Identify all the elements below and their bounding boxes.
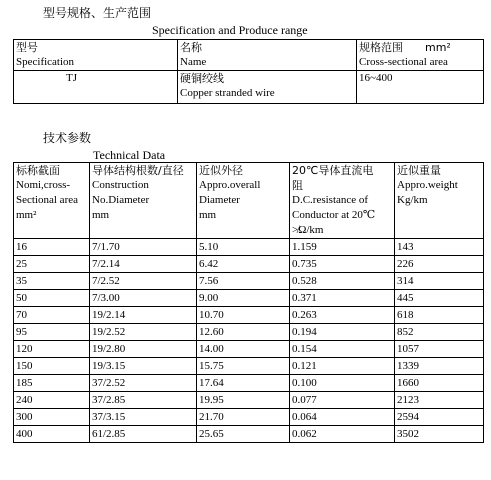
tech-header-construction-l0: 导体结构根数/直径 xyxy=(92,164,184,177)
cell-area: 70 xyxy=(14,307,90,324)
table-row xyxy=(14,341,484,358)
tech-header-resistance-l2: D.C.resistance of xyxy=(292,194,369,206)
cell-diameter: 10.70 xyxy=(197,307,290,324)
spec-title-cn: 型号规格、生产范围 xyxy=(43,6,152,20)
cell-weight: 2594 xyxy=(395,409,484,426)
spec-header-range-unit: mm² xyxy=(425,41,451,54)
tech-header-area-l0: 标称截面 xyxy=(16,164,60,177)
cell-resistance: 0.263 xyxy=(290,307,395,324)
cell-diameter: 6.42 xyxy=(197,256,290,273)
cell-construction: 7/2.52 xyxy=(90,273,197,290)
cell-diameter: 7.56 xyxy=(197,273,290,290)
cell-area: 400 xyxy=(14,426,90,443)
tech-header-diameter xyxy=(197,163,290,239)
tech-header-area-l3: mm² xyxy=(16,209,37,221)
cell-area: 25 xyxy=(14,256,90,273)
tech-header-area-l2: Sectional area xyxy=(16,194,78,206)
cell-diameter: 9.00 xyxy=(197,290,290,307)
cell-construction: 7/3.00 xyxy=(90,290,197,307)
spec-header-range-cn-text: 规格范围 xyxy=(359,41,403,54)
cell-weight: 1660 xyxy=(395,375,484,392)
table-row xyxy=(14,273,484,290)
spec-range-cell xyxy=(357,71,484,104)
tech-header-diameter-l0: 近似外径 xyxy=(199,164,243,177)
cell-construction: 19/3.15 xyxy=(90,358,197,375)
cell-construction: 19/2.14 xyxy=(90,307,197,324)
spec-header-name-cn: 名称 xyxy=(180,41,202,54)
cell-weight: 3502 xyxy=(395,426,484,443)
tech-header-weight-l2: Kg/km xyxy=(397,194,428,206)
cell-resistance: 0.077 xyxy=(290,392,395,409)
cell-construction: 37/2.85 xyxy=(90,392,197,409)
cell-construction: 61/2.85 xyxy=(90,426,197,443)
spec-header-range xyxy=(357,40,484,71)
cell-weight: 314 xyxy=(395,273,484,290)
cell-diameter: 17.64 xyxy=(197,375,290,392)
tech-header-construction-l3: mm xyxy=(92,209,110,221)
cell-area: 185 xyxy=(14,375,90,392)
cell-resistance: 0.064 xyxy=(290,409,395,426)
tech-header-row xyxy=(14,163,484,239)
cell-area: 35 xyxy=(14,273,90,290)
spec-header-model-en: Specification xyxy=(16,56,75,68)
cell-diameter: 25.65 xyxy=(197,426,290,443)
spec-header-model xyxy=(14,40,178,71)
spec-table xyxy=(13,39,484,104)
cell-area: 50 xyxy=(14,290,90,307)
tech-title-en: Technical Data xyxy=(93,148,166,162)
cell-resistance: 0.062 xyxy=(290,426,395,443)
table-row xyxy=(14,307,484,324)
cell-resistance: 0.100 xyxy=(290,375,395,392)
tech-header-weight xyxy=(395,163,484,239)
tech-header-resistance-l3: Conductor at 20℃ xyxy=(292,209,376,221)
tech-header-area-l1: Nomi,cross- xyxy=(16,179,71,191)
tech-header-area xyxy=(14,163,90,239)
tech-header-weight-l1: Appro.weight xyxy=(397,179,458,191)
cell-resistance: 0.194 xyxy=(290,324,395,341)
spec-name-cn: 硬铜绞线 xyxy=(180,72,224,85)
tech-header-resistance-l1: 阻 xyxy=(292,179,303,192)
cell-weight: 1339 xyxy=(395,358,484,375)
cell-construction: 7/2.14 xyxy=(90,256,197,273)
tech-header-diameter-l1: Appro.overall xyxy=(199,179,261,191)
spec-header-model-cn: 型号 xyxy=(16,41,38,54)
cell-area: 95 xyxy=(14,324,90,341)
table-row xyxy=(14,290,484,307)
tech-title-cn: 技术参数 xyxy=(43,131,92,145)
spec-header-name-en: Name xyxy=(180,56,207,68)
cell-diameter: 12.60 xyxy=(197,324,290,341)
tech-header-construction xyxy=(90,163,197,239)
tech-table xyxy=(13,162,484,443)
cell-weight: 852 xyxy=(395,324,484,341)
spec-model-cell xyxy=(14,71,178,104)
cell-construction: 19/2.80 xyxy=(90,341,197,358)
cell-diameter: 14.00 xyxy=(197,341,290,358)
spec-title-en: Specification and Produce range xyxy=(152,23,308,37)
cell-weight: 445 xyxy=(395,290,484,307)
spec-name-cell xyxy=(178,71,357,104)
tech-header-construction-l1: Construction xyxy=(92,179,149,191)
spec-header-range-cn xyxy=(359,40,481,55)
cell-weight: 1057 xyxy=(395,341,484,358)
table-row xyxy=(14,409,484,426)
cell-area: 300 xyxy=(14,409,90,426)
tech-header-resistance-l0: 20℃导体直流电 xyxy=(292,164,374,177)
cell-area: 16 xyxy=(14,239,90,256)
cell-construction: 19/2.52 xyxy=(90,324,197,341)
cell-diameter: 15.75 xyxy=(197,358,290,375)
table-row xyxy=(14,324,484,341)
cell-area: 150 xyxy=(14,358,90,375)
table-row xyxy=(14,358,484,375)
cell-weight: 226 xyxy=(395,256,484,273)
spec-range: 16~400 xyxy=(359,72,393,84)
cell-weight: 2123 xyxy=(395,392,484,409)
tech-header-construction-l2: No.Diameter xyxy=(92,194,150,206)
spec-model: TJ xyxy=(66,72,77,84)
cell-weight: 143 xyxy=(395,239,484,256)
tech-header-diameter-l3: mm xyxy=(199,209,217,221)
tech-header-weight-l0: 近似重量 xyxy=(397,164,441,177)
cell-construction: 37/3.15 xyxy=(90,409,197,426)
cell-diameter: 19.95 xyxy=(197,392,290,409)
cell-resistance: 0.154 xyxy=(290,341,395,358)
tech-header-resistance-l4: ≯Ω/km xyxy=(292,224,324,236)
table-row xyxy=(14,239,484,256)
cell-construction: 7/1.70 xyxy=(90,239,197,256)
spec-header-range-en: Cross-sectional area xyxy=(359,56,448,68)
tech-header-diameter-l2: Diameter xyxy=(199,194,240,206)
table-row xyxy=(14,392,484,409)
cell-resistance: 0.371 xyxy=(290,290,395,307)
spec-data-row xyxy=(14,71,484,104)
cell-resistance: 0.121 xyxy=(290,358,395,375)
table-row xyxy=(14,256,484,273)
tech-body xyxy=(14,239,484,443)
cell-weight: 618 xyxy=(395,307,484,324)
spec-header-name xyxy=(178,40,357,71)
cell-construction: 37/2.52 xyxy=(90,375,197,392)
cell-diameter: 5.10 xyxy=(197,239,290,256)
spec-name-en: Copper stranded wire xyxy=(180,87,275,99)
cell-area: 240 xyxy=(14,392,90,409)
cell-diameter: 21.70 xyxy=(197,409,290,426)
cell-resistance: 0.735 xyxy=(290,256,395,273)
cell-resistance: 0.528 xyxy=(290,273,395,290)
cell-resistance: 1.159 xyxy=(290,239,395,256)
cell-area: 120 xyxy=(14,341,90,358)
table-row xyxy=(14,426,484,443)
tech-header-resistance xyxy=(290,163,395,239)
spec-header-row xyxy=(14,40,484,71)
table-row xyxy=(14,375,484,392)
